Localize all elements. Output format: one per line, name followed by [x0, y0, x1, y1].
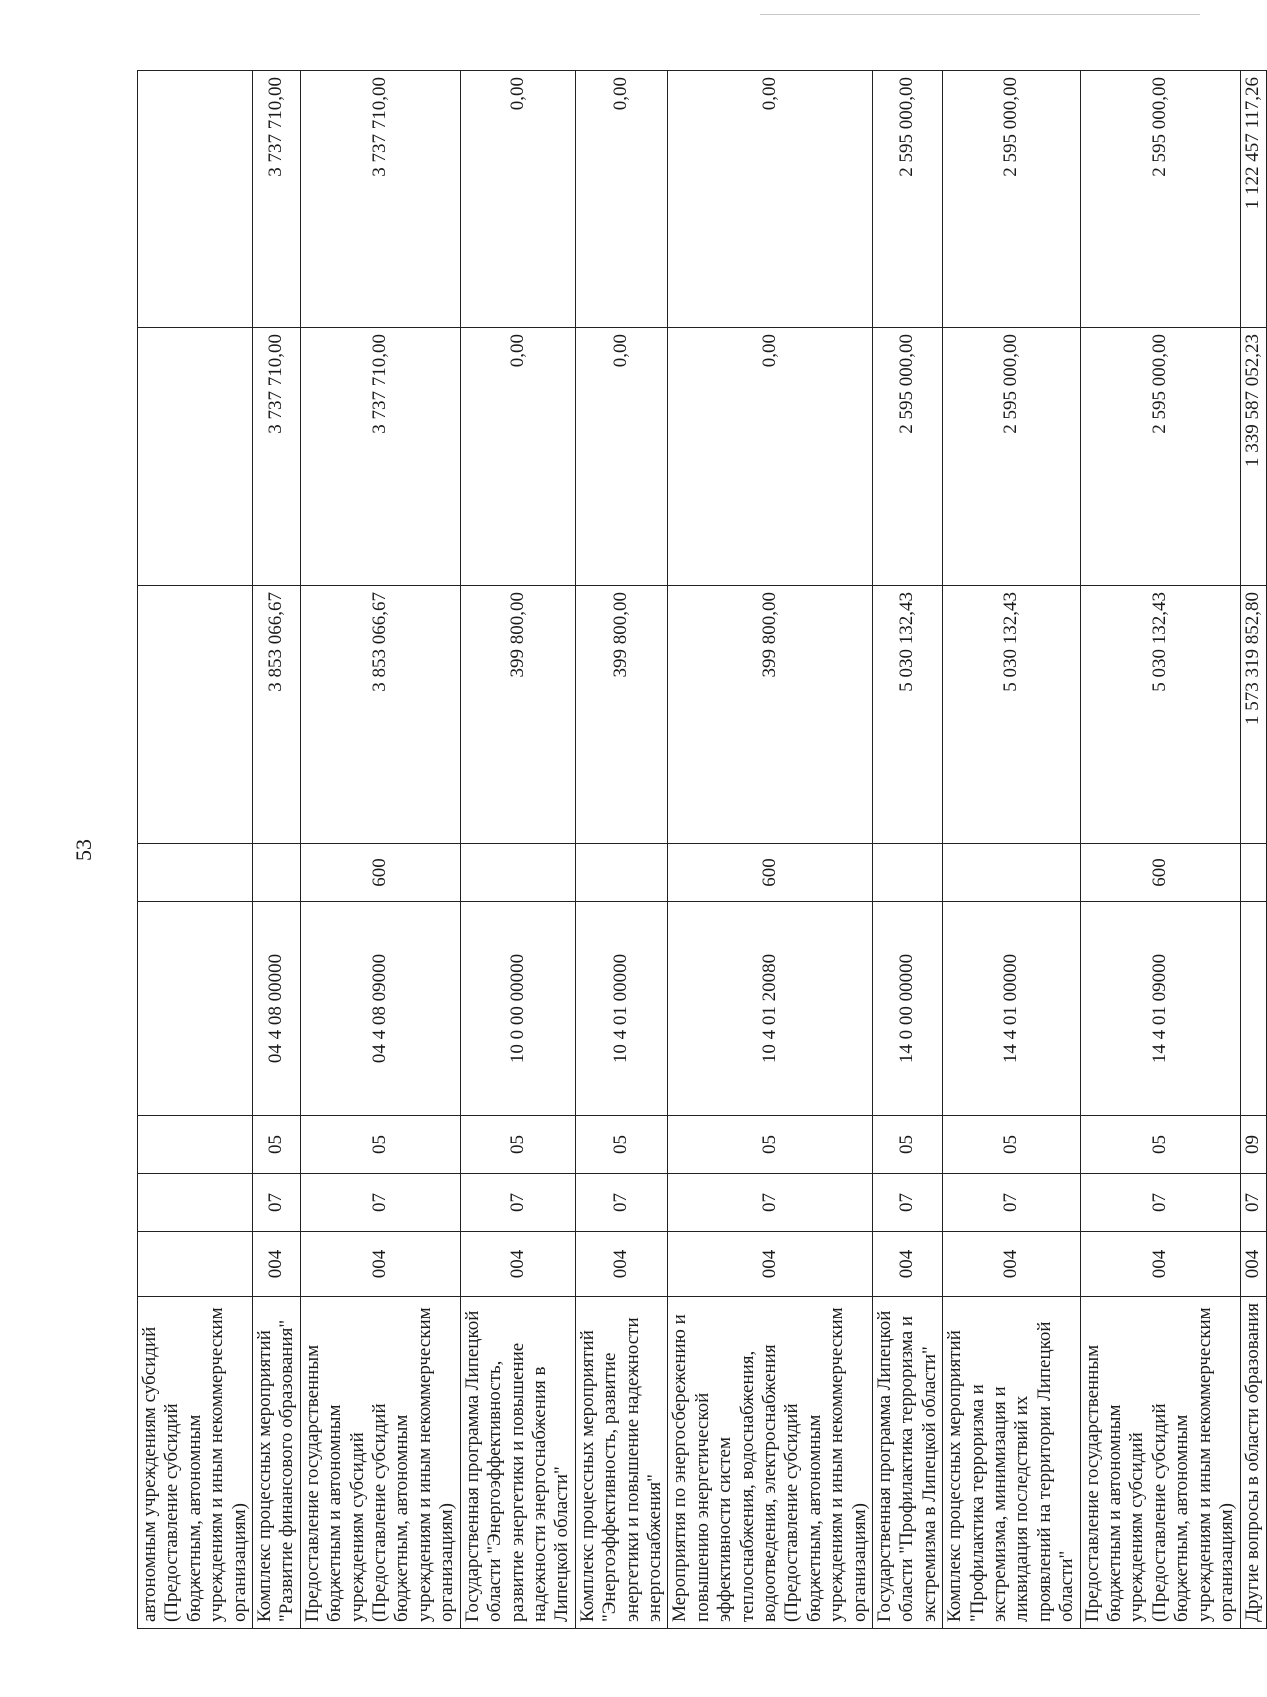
amount-year1: 5 030 132,43 — [1080, 586, 1240, 844]
subsection-code: 05 — [460, 1116, 575, 1174]
ved-code: 004 — [668, 1232, 873, 1297]
row-name: Комплекс процессных мероприятий "Профилактика терроризма и экстремизма, минимизация и ликвидация последствий их проявлений на территории Липецкой области" — [943, 1297, 1080, 1629]
amount-year3: 3 737 710,00 — [253, 71, 301, 328]
table-row — [460, 71, 575, 1629]
subsection-code — [138, 1116, 253, 1174]
table-row — [873, 71, 943, 1629]
section-code: 07 — [668, 1174, 873, 1232]
amount-year1: 3 853 066,67 — [300, 586, 460, 844]
ved-code: 004 — [575, 1232, 668, 1297]
subsection-code: 05 — [575, 1116, 668, 1174]
expense-type-code — [253, 844, 301, 902]
section-code: 07 — [943, 1174, 1080, 1232]
section-code: 07 — [1080, 1174, 1240, 1232]
amount-year3: 1 122 457 117,26 — [1240, 71, 1266, 328]
subsection-code: 09 — [1240, 1116, 1266, 1174]
table-row — [1240, 71, 1266, 1629]
ved-code: 004 — [300, 1232, 460, 1297]
target-article-code: 04 4 08 00000 — [253, 902, 301, 1116]
section-code: 07 — [460, 1174, 575, 1232]
amount-year2: 0,00 — [460, 328, 575, 586]
ved-code: 004 — [460, 1232, 575, 1297]
section-code: 07 — [300, 1174, 460, 1232]
target-article-code — [1240, 902, 1266, 1116]
target-article-code: 14 4 01 00000 — [943, 902, 1080, 1116]
amount-year1: 1 573 319 852,80 — [1240, 586, 1266, 844]
ved-code: 004 — [873, 1232, 943, 1297]
target-article-code: 04 4 08 09000 — [300, 902, 460, 1116]
amount-year2: 2 595 000,00 — [873, 328, 943, 586]
page-number: 53 — [71, 839, 96, 861]
amount-year2: 3 737 710,00 — [253, 328, 301, 586]
subsection-code: 05 — [253, 1116, 301, 1174]
ved-code: 004 — [253, 1232, 301, 1297]
row-name: Другие вопросы в области образования — [1240, 1297, 1266, 1629]
row-name: Комплекс процессных мероприятий "Энергоэффективность, развитие энергетики и повышение надежности энергоснабжения" — [575, 1297, 668, 1629]
amount-year3 — [138, 71, 253, 328]
subsection-code: 05 — [668, 1116, 873, 1174]
amount-year2: 2 595 000,00 — [943, 328, 1080, 586]
amount-year2: 0,00 — [668, 328, 873, 586]
rotated-table-container — [137, 71, 1263, 1629]
subsection-code: 05 — [943, 1116, 1080, 1174]
expense-type-code — [138, 844, 253, 902]
row-name: автономным учреждениям субсидий (Предоставление субсидий бюджетным, автономным учреждениям и иным некоммерческим организациям) — [138, 1297, 253, 1629]
amount-year3: 2 595 000,00 — [873, 71, 943, 328]
expense-type-code — [460, 844, 575, 902]
row-name: Государственная программа Липецкой области "Профилактика терроризма и экстремизма в Липецкой области" — [873, 1297, 943, 1629]
amount-year3: 2 595 000,00 — [943, 71, 1080, 328]
table-row — [300, 71, 460, 1629]
table-row — [668, 71, 873, 1629]
amount-year3: 0,00 — [460, 71, 575, 328]
ved-code: 004 — [943, 1232, 1080, 1297]
amount-year1: 399 800,00 — [460, 586, 575, 844]
amount-year3: 3 737 710,00 — [300, 71, 460, 328]
row-name: Мероприятия по энергосбережению и повышению энергетической эффективности систем теплоснабжения, водоснабжения, водоотведения, электроснабжения (Предоставление субсидий бюджетным, автономным учреждениям и иным некоммерческим организациям) — [668, 1297, 873, 1629]
section-code: 07 — [575, 1174, 668, 1232]
target-article-code: 10 4 01 20080 — [668, 902, 873, 1116]
subsection-code: 05 — [300, 1116, 460, 1174]
amount-year2: 0,00 — [575, 328, 668, 586]
expense-type-code — [1240, 844, 1266, 902]
ved-code: 004 — [1080, 1232, 1240, 1297]
table-row — [253, 71, 301, 1629]
section-code — [138, 1174, 253, 1232]
amount-year2: 3 737 710,00 — [300, 328, 460, 586]
subsection-code: 05 — [1080, 1116, 1240, 1174]
amount-year2: 1 339 587 052,23 — [1240, 328, 1266, 586]
expense-type-code — [575, 844, 668, 902]
row-name: Комплекс процессных мероприятий "Развитие финансового образования" — [253, 1297, 301, 1629]
expense-type-code: 600 — [1080, 844, 1240, 902]
amount-year2 — [138, 328, 253, 586]
amount-year3: 2 595 000,00 — [1080, 71, 1240, 328]
scan-artifact-line — [760, 14, 1200, 15]
table-row — [575, 71, 668, 1629]
expense-type-code — [873, 844, 943, 902]
table-row — [138, 71, 253, 1629]
expense-type-code: 600 — [668, 844, 873, 902]
ved-code — [138, 1232, 253, 1297]
subsection-code: 05 — [873, 1116, 943, 1174]
target-article-code: 10 4 01 00000 — [575, 902, 668, 1116]
target-article-code — [138, 902, 253, 1116]
target-article-code: 14 0 00 00000 — [873, 902, 943, 1116]
row-name: Предоставление государственным бюджетным и автономным учреждениям субсидий (Предоставление субсидий бюджетным, автономным учреждениям и иным некоммерческим организациям) — [300, 1297, 460, 1629]
amount-year1: 399 800,00 — [668, 586, 873, 844]
amount-year1: 3 853 066,67 — [253, 586, 301, 844]
section-code: 07 — [253, 1174, 301, 1232]
amount-year3: 0,00 — [575, 71, 668, 328]
row-name: Государственная программа Липецкой области "Энергоэффективность, развитие энергетики и повышение надежности энергоснабжения в Липецкой области" — [460, 1297, 575, 1629]
table-row — [943, 71, 1080, 1629]
ved-code: 004 — [1240, 1232, 1266, 1297]
amount-year1: 5 030 132,43 — [873, 586, 943, 844]
amount-year1: 5 030 132,43 — [943, 586, 1080, 844]
table-row — [1080, 71, 1240, 1629]
target-article-code: 10 0 00 00000 — [460, 902, 575, 1116]
section-code: 07 — [873, 1174, 943, 1232]
row-name: Предоставление государственным бюджетным и автономным учреждениям субсидий (Предоставление субсидий бюджетным, автономным учреждениям и иным некоммерческим организациям) — [1080, 1297, 1240, 1629]
amount-year1 — [138, 586, 253, 844]
amount-year1: 399 800,00 — [575, 586, 668, 844]
expense-type-code — [943, 844, 1080, 902]
section-code: 07 — [1240, 1174, 1266, 1232]
budget-table — [137, 70, 1267, 1629]
amount-year2: 2 595 000,00 — [1080, 328, 1240, 586]
expense-type-code: 600 — [300, 844, 460, 902]
target-article-code: 14 4 01 09000 — [1080, 902, 1240, 1116]
amount-year3: 0,00 — [668, 71, 873, 328]
